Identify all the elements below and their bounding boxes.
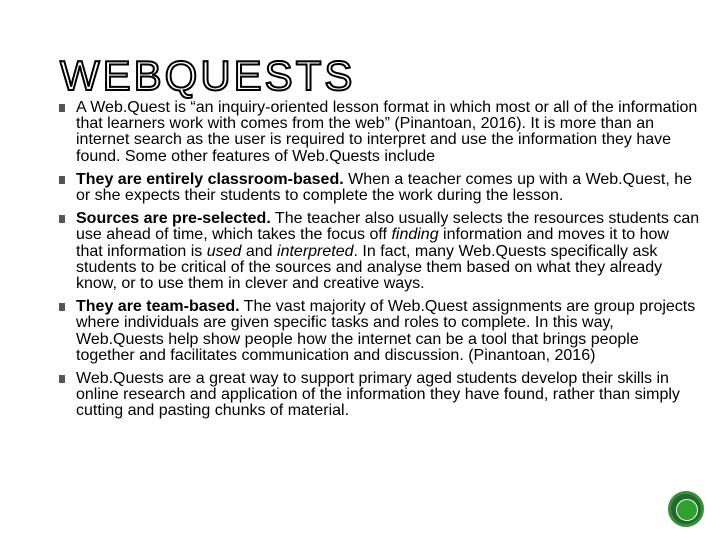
bullet-text [76, 210, 699, 292]
green-circle-icon[interactable] [668, 491, 704, 527]
slide-title: WEBQUESTS [60, 52, 356, 99]
square-bullet-icon [59, 303, 65, 311]
bullet-text-run: A Web.Quest is “an inquiry-oriented lesson format in which most or all of the information that learners work with comes from the web” (Pinantoan, 2016). It is more than an internet search as the user is required to interpret and use the information they have found. Some other features of Web.Quests include [76, 99, 698, 165]
bullet-text-run: and [241, 242, 278, 260]
emphasis-text: finding [391, 226, 439, 244]
bullet-text [76, 370, 680, 419]
bullet-text-run: When a teacher comes up with a Web.Quest, he or she expects their students to complete the work during the lesson. [76, 170, 692, 205]
green-circle-inner [676, 499, 698, 521]
bullet-item [58, 371, 700, 420]
bullet-item [58, 172, 700, 204]
bullet-item [58, 299, 700, 364]
square-bullet-icon [59, 215, 65, 223]
bullet-lead-phrase: They are entirely classroom-based. [76, 170, 344, 188]
bullet-text [76, 99, 697, 165]
emphasis-text: interpreted [277, 242, 354, 260]
bullet-item [58, 100, 700, 165]
bullet-text [76, 298, 695, 364]
square-bullet-icon [59, 104, 65, 112]
bullet-text-run: Web.Quests are a great way to support primary aged students develop their skills in online research and application of the information they have found, rather than simply cutting and pasting chunks of material. [76, 370, 680, 420]
bullet-lead-phrase: Sources are pre-selected. [76, 210, 271, 228]
bullet-text-run: information and moves it to how that information is [76, 226, 669, 260]
emphasis-text: used [206, 242, 242, 260]
bullet-lead-phrase: They are team-based. [76, 298, 240, 316]
square-bullet-icon [59, 176, 65, 184]
bullet-item [58, 211, 700, 292]
square-bullet-icon [59, 375, 65, 383]
bullet-text-run: The vast majority of Web.Quest assignments are group projects where individuals are given specific tasks and roles to complete. In this way, Web.Quests help show people how the internet can be a tool that brings people together and facilitates communication and discussion. (Pinantoan, 2016) [76, 298, 696, 364]
bullet-text [76, 171, 692, 204]
bullet-list [58, 100, 700, 427]
bullet-text-run: . In fact, many Web.Quests specifically ask students to be critical of the sources and analyse them based on what they already know, or to use them in clever and creative ways. [76, 242, 663, 293]
bullet-text-run: The teacher also usually selects the resources students can use ahead of time, which takes the focus off [76, 210, 700, 244]
